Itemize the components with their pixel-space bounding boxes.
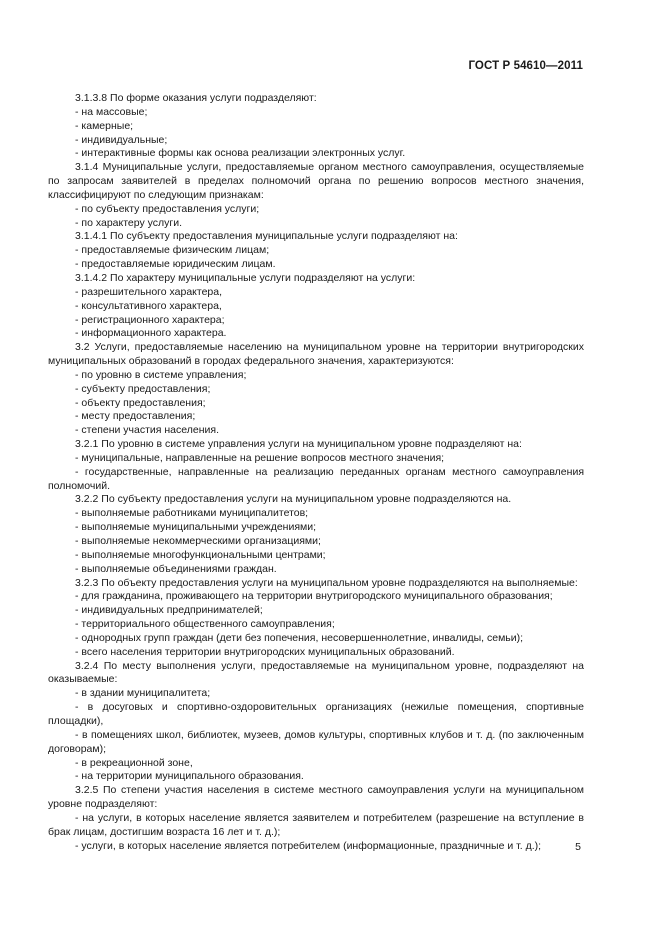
list-item: - выполняемые объединениями граждан.	[75, 562, 277, 575]
list-item: - выполняемые многофункциональными центрами;	[75, 548, 326, 561]
list-item: - регистрационного характера;	[75, 313, 225, 326]
list-item: - на массовые;	[75, 105, 148, 118]
list-item: - в помещениях школ, библиотек, музеев, домов культуры, спортивных клубов и т. д. (по заключенным договорам);	[48, 728, 584, 755]
list-item: - выполняемые некоммерческими организациями;	[75, 535, 321, 547]
list-item: - по характеру услуги.	[75, 216, 183, 229]
list-item: - однородных групп граждан (дети без попечения, несовершеннолетние, инвалиды, семьи);	[75, 631, 524, 644]
list-item: - месту предоставления;	[75, 410, 196, 423]
list-item: - всего населения территории внутригородских муниципальных образований.	[75, 645, 455, 658]
list-item: - субъекту предоставления;	[75, 382, 211, 395]
list-item: - консультативного характера,	[75, 299, 222, 312]
list-item: - объекту предоставления;	[75, 396, 206, 409]
list-item: - индивидуальные;	[75, 133, 168, 146]
paragraph: 3.1.4.1 По субъекту предоставления муниципальные услуги подразделяют на:	[75, 230, 458, 243]
list-item: - выполняемые муниципальными учреждениями;	[75, 521, 317, 534]
list-item: - индивидуальных предпринимателей;	[75, 604, 263, 617]
list-item: - интерактивные формы как основа реализации электронных услуг.	[75, 147, 406, 160]
list-item: - государственные, направленные на реализацию переданных органам местного самоуправления полномочий.	[48, 465, 584, 492]
list-item: - на услуги, в которых население является заявителем и потребителем (разрешение на вступление в брак лицам, достигшим возраста 16 лет и т. д.);	[48, 811, 584, 838]
list-item: - в досуговых и спортивно-оздоровительных организациях (нежилые помещения, спортивные площадки),	[48, 701, 584, 727]
list-item: - для гражданина, проживающего на территории внутригородского муниципального образования;	[75, 590, 553, 603]
list-item: - по уровню в системе управления;	[75, 368, 247, 381]
paragraph: 3.2.4 По месту выполнения услуги, предоставляемые на муниципальном уровне, подразделяют на оказываемые:	[48, 659, 584, 686]
paragraph: 3.1.4 Муниципальные услуги, предоставляемые органом местного самоуправления, осуществляемые по запросам заявителей в пределах полномочий органа по решению вопросов местного значения, классифицируют по следующим признакам:	[48, 161, 584, 201]
list-item: - территориального общественного самоуправления;	[75, 618, 335, 631]
paragraph: 3.2.5 По степени участия населения в системе местного самоуправления услуги на муниципальном уровне подразделяют:	[48, 784, 584, 811]
page-number: 5	[575, 841, 581, 853]
list-item: - в рекреационной зоне,	[75, 756, 193, 769]
paragraph: 3.1.3.8 По форме оказания услуги подразделяют:	[75, 92, 317, 104]
list-item: - предоставляемые юридическим лицам.	[75, 258, 276, 271]
paragraph: 3.2 Услуги, предоставляемые населению на муниципальном уровне на территории внутригородских муниципальных образований в городах федерального значения, характеризуются:	[48, 341, 584, 368]
paragraph: 3.1.4.2 По характеру муниципальные услуги подразделяют на услуги:	[75, 271, 416, 284]
document-header: ГОСТ Р 54610—2011	[468, 60, 583, 72]
paragraph: 3.2.3 По объекту предоставления услуги на муниципальном уровне подразделяются на выполняемые:	[75, 576, 578, 589]
paragraph: 3.2.1 По уровню в системе управления услуги на муниципальном уровне подразделяют на:	[75, 438, 522, 451]
list-item: - на территории муниципального образования.	[75, 770, 304, 783]
list-item: - по субъекту предоставления услуги;	[75, 202, 260, 215]
list-item: - разрешительного характера,	[75, 285, 223, 298]
paragraph: 3.2.2 По субъекту предоставления услуги на муниципальном уровне подразделяются на.	[75, 493, 512, 506]
list-item: - предоставляемые физическим лицам;	[75, 244, 270, 257]
list-item: - информационного характера.	[75, 327, 227, 340]
list-item: - выполняемые работниками муниципалитетов;	[75, 507, 309, 520]
list-item: - в здании муниципалитета;	[75, 687, 211, 700]
document-body	[48, 92, 584, 853]
list-item: - степени участия населения.	[75, 424, 220, 437]
list-item: - муниципальные, направленные на решение вопросов местного значения;	[75, 451, 445, 464]
list-item: - камерные;	[75, 119, 134, 132]
list-item: - услуги, в которых население является потребителем (информационные, праздничные и т. д.);	[75, 839, 542, 852]
